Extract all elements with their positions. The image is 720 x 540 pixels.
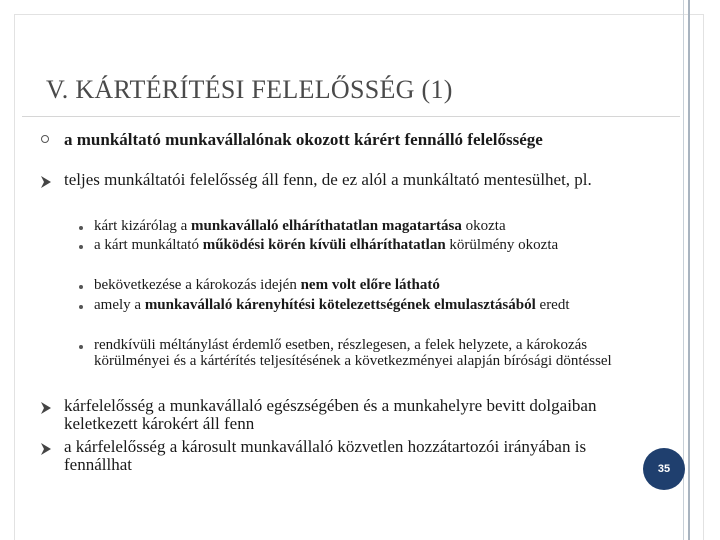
arrow-bullet-icon: [39, 401, 53, 415]
sub-item-2-emphasis: működési körén kívüli elháríthatatlan: [202, 237, 446, 253]
arrow-bullet-icon: [39, 175, 53, 189]
slide-title: V. KÁRTÉRÍTÉSI FELELŐSSÉG (1): [46, 75, 453, 104]
sub-item-4: [94, 297, 614, 313]
sub-item-4-text: amely a: [94, 297, 145, 313]
sub-item-4-emphasis: munkavállaló kárenyhítési kötelezettségének elmulasztásából: [144, 297, 536, 313]
sub-item-3: [94, 277, 614, 293]
sub-item-1: [94, 218, 614, 234]
title-divider: [22, 116, 680, 117]
sub-item-3-emphasis: nem volt előre látható: [300, 277, 440, 293]
right-border-line-inner: [688, 0, 690, 540]
bullet-item-1: a munkáltató munkavállalónak okozott kárért fennálló felelőssége: [64, 130, 543, 149]
dot-bullet-icon: [79, 345, 83, 349]
sub-item-5: rendkívüli méltánylást érdemlő esetben, részlegesen, a felek helyzete, a károkozás körülményei és a kártérítés teljesítésének a következményei alapján bírósági döntéssel: [94, 337, 612, 369]
sub-item-1-text: kárt kizárólag a: [94, 218, 192, 234]
arrow-bullet-icon: [39, 442, 53, 456]
sub-item-1-suffix: okozta: [461, 218, 506, 234]
page-number-badge: [643, 448, 685, 490]
sub-item-1-emphasis: munkavállaló elháríthatatlan magatartása: [191, 218, 462, 234]
sub-item-2: [94, 237, 614, 253]
sub-item-4-suffix: eredt: [535, 297, 570, 313]
page-number: 35: [657, 463, 671, 475]
dot-bullet-icon: [79, 305, 83, 309]
sub-item-3-text: bekövetkezése a károkozás idején: [94, 277, 301, 293]
bullet-item-4: a kárfelelősség a károsult munkavállaló közvetlen hozzátartozói irányában is fennállhat: [64, 437, 587, 474]
right-border-line: [683, 0, 684, 540]
sub-item-2-text: a kárt munkáltató: [94, 237, 203, 253]
dot-bullet-icon: [79, 285, 83, 289]
dot-bullet-icon: [79, 226, 83, 230]
bullet-item-3: kárfelelősség a munkavállaló egészségében és a munkahelyre bevitt dolgaiban keletkezett károkért áll fenn: [64, 396, 597, 433]
bullet-item-2: teljes munkáltatói felelősség áll fenn, de ez alól a munkáltató mentesülhet, pl.: [64, 170, 592, 189]
dot-bullet-icon: [79, 245, 83, 249]
sub-item-2-suffix: körülmény okozta: [445, 237, 559, 253]
circle-bullet-icon: [41, 135, 49, 143]
